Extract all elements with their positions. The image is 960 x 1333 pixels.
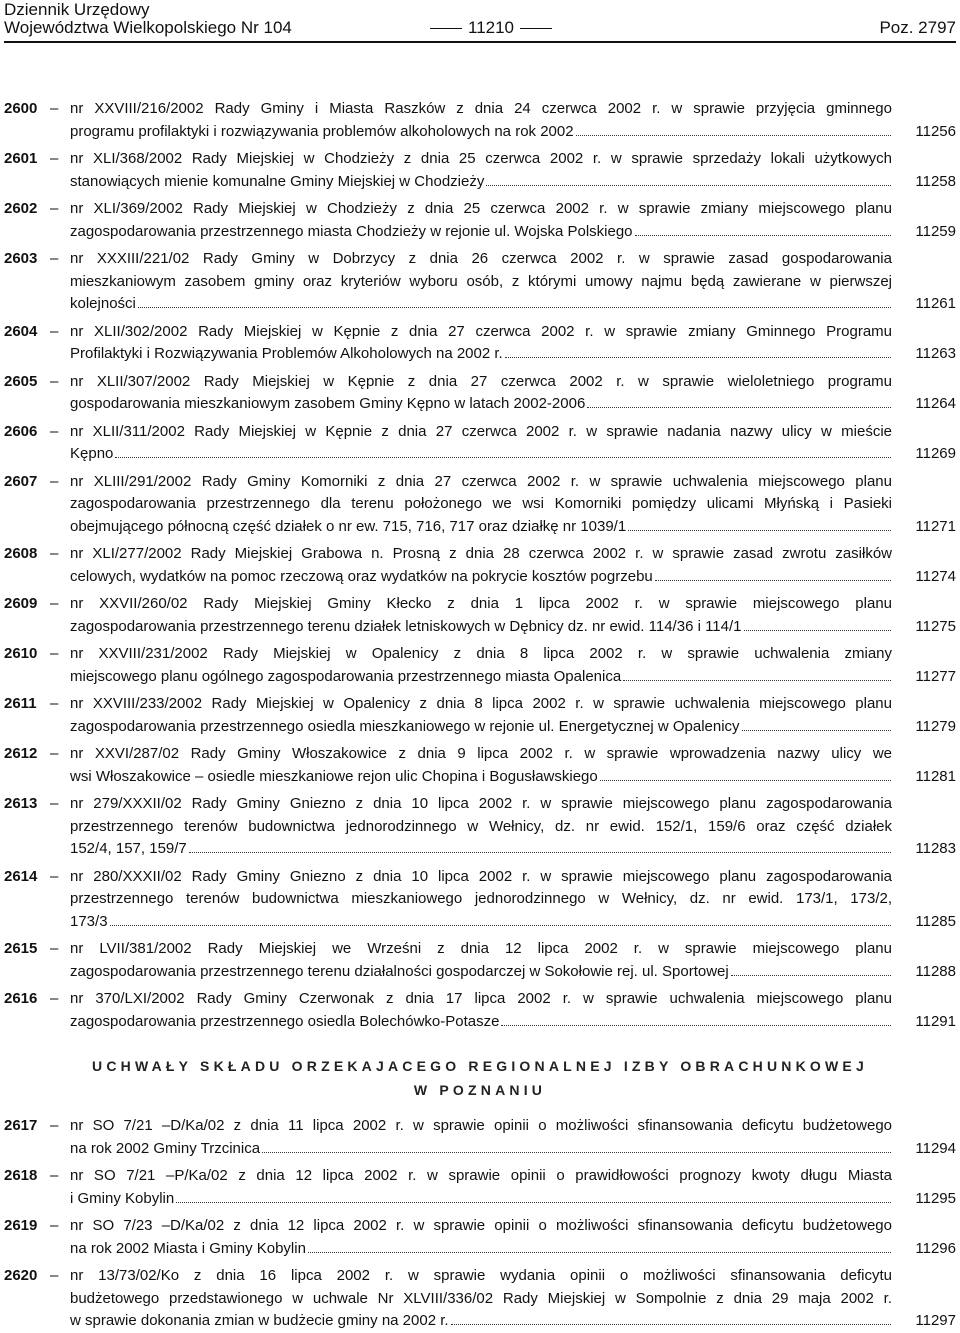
entry-dash: – <box>50 545 59 562</box>
entry-number: 2617 <box>4 1117 38 1134</box>
entry-page-number: 11281 <box>915 767 956 785</box>
entry-text-line: nr XXVIII/216/2002 Rady Gminy i Miasta Raszków z dnia 24 czerwca 2002 r. w sprawie przyjęcia gminnego <box>70 100 892 117</box>
entry-dash: – <box>50 422 59 440</box>
entry-text-last: celowych, wydatków na pomoc rzeczową oraz wydatków na pokrycie kosztów pogrzebu <box>70 567 653 585</box>
entry-number: 2615 <box>4 940 38 957</box>
entry-number: 2620 <box>4 1267 38 1284</box>
entry-text-last: na rok 2002 Gminy Trzcinica <box>70 1139 261 1157</box>
entry-page-number: 11279 <box>915 717 956 735</box>
dot-leader <box>115 457 891 458</box>
entry-text-line: nr XXVII/260/02 Rady Miejskiej Gminy Kłecko z dnia 1 lipca 2002 r. w sprawie miejscowego planu <box>70 595 892 612</box>
entry-text-line: nr XLI/369/2002 Rady Miejskiej w Chodzieży z dnia 25 czerwca 2002 r. w sprawie zmiany miejscowego planu <box>70 200 892 217</box>
dot-leader <box>623 680 891 681</box>
entry-text <box>70 198 892 243</box>
entry-text <box>70 148 892 193</box>
dot-leader <box>110 925 891 926</box>
entry-text-line: nr XLI/368/2002 Rady Miejskiej w Chodzieży z dnia 25 czerwca 2002 r. w sprawie sprzedaży lokali użytkowych <box>70 150 892 167</box>
entry-dash: – <box>50 1217 59 1234</box>
entry-number: 2600 <box>4 100 38 117</box>
entry-text-line <box>70 616 892 639</box>
entry-text-last: zagospodarowania przestrzennego osiedla Bolechówko-Potasze <box>70 1012 500 1030</box>
entry-dash: – <box>50 595 59 612</box>
entry-page-number: 11274 <box>915 567 956 585</box>
entry-text <box>70 248 892 316</box>
entry-text <box>70 1215 892 1260</box>
entry-text <box>70 471 892 539</box>
entry-text-line: nr XXVI/287/02 Rady Gminy Włoszakowice z dnia 9 lipca 2002 r. w sprawie wprowadzenia nazwy ulicy we <box>70 745 892 762</box>
entry-text-line <box>70 1138 892 1161</box>
entry-text-line <box>70 766 892 789</box>
entry-number: 2613 <box>4 795 38 812</box>
entry-text-line <box>70 1310 892 1333</box>
entry-text-line: nr 13/73/02/Ko z dnia 16 lipca 2002 r. w sprawie wydania opinii o możliwości sfinansowania deficytu <box>70 1267 892 1284</box>
entry-text-last: Kępno <box>70 445 114 462</box>
entry-text-line: nr SO 7/21 –D/Ka/02 z dnia 11 lipca 2002 r. w sprawie opinii o możliwości sfinansowania deficytu budżetowego <box>70 1117 892 1134</box>
entry-text-line: budżetowego przedstawionego w uchwale Nr XLVIII/336/02 Rady Miejskiej w Sompolnie z dnia 29 maja 2002 r. <box>70 1289 892 1307</box>
entry-number: 2619 <box>4 1217 38 1234</box>
entry-text-last: stanowiących mienie komunalne Gminy Miejskiej w Chodzieży <box>70 172 485 190</box>
dot-leader <box>742 730 891 731</box>
entry-text-line: nr 280/XXXII/02 Rady Gminy Gniezno z dnia 10 lipca 2002 r. w sprawie miejscowego planu zagospodarowania <box>70 867 892 885</box>
entry-text-line <box>70 293 892 316</box>
entry-dash: – <box>50 990 59 1007</box>
entry-text-line <box>70 961 892 984</box>
entry-dash: – <box>50 1117 59 1134</box>
entry-page-number: 11294 <box>915 1139 956 1157</box>
journal-title: Dziennik Urzędowy <box>4 0 150 19</box>
entry-text-line <box>70 121 892 144</box>
entry-text-line <box>70 666 892 689</box>
entry-text-line: nr SO 7/23 –D/Ka/02 z dnia 12 lipca 2002 r. w sprawie opinii o możliwości sfinansowania deficytu budżetowego <box>70 1217 892 1234</box>
entry-page-number: 11261 <box>915 295 956 312</box>
entry-text-last: w sprawie dokonania zmian w budżecie gminy na 2002 r. <box>70 1312 449 1329</box>
entry-text-last: 173/3 <box>70 912 108 930</box>
entry-dash: – <box>50 1267 59 1284</box>
entry-text <box>70 593 892 638</box>
entry-text-line: nr XLII/307/2002 Rady Miejskiej w Kępnie z dnia 27 czerwca 2002 r. w sprawie wieloletniego programu <box>70 372 892 390</box>
entry-text-last: 152/4, 157, 159/7 <box>70 840 187 857</box>
dot-leader <box>576 135 891 136</box>
entry-number: 2616 <box>4 990 38 1007</box>
entry-text <box>70 321 892 366</box>
entry-text-line: nr XLII/311/2002 Rady Miejskiej w Kępnie z dnia 27 czerwca 2002 r. w sprawie nadania nazwy ulicy w mieście <box>70 422 892 440</box>
dot-leader <box>189 852 891 853</box>
entry-number: 2612 <box>4 745 38 762</box>
entry-number: 2609 <box>4 595 38 612</box>
entry-dash: – <box>50 322 59 340</box>
entry-dash: – <box>50 940 59 957</box>
entry-page-number: 11259 <box>915 222 956 240</box>
dot-leader <box>138 307 891 308</box>
entry-text <box>70 1265 892 1333</box>
entry-text-last: zagospodarowania przestrzennego terenu działalności gospodarczej w Sokołowie rej. ul. Sportowej <box>70 962 729 980</box>
page-number-value: 11210 <box>468 18 515 37</box>
entry-text <box>70 693 892 738</box>
entry-text <box>70 743 892 788</box>
entry-number: 2603 <box>4 250 38 267</box>
entry-text-line <box>70 1188 892 1211</box>
section-heading <box>0 1054 960 1102</box>
dot-leader <box>451 1324 891 1325</box>
entry-text <box>70 988 892 1033</box>
entry-text-line <box>70 221 892 244</box>
entry-text <box>70 543 892 588</box>
entry-number: 2608 <box>4 545 38 562</box>
entry-page-number: 11288 <box>915 962 956 980</box>
entry-text-line <box>70 716 892 739</box>
entry-page-number: 11263 <box>915 345 956 362</box>
entry-number: 2601 <box>4 150 38 167</box>
entry-text <box>70 866 892 934</box>
page-header <box>4 0 956 43</box>
entry-text <box>70 371 892 416</box>
entry-number: 2604 <box>4 322 38 340</box>
entry-page-number: 11271 <box>915 517 956 535</box>
entry-number: 2610 <box>4 645 38 662</box>
entry-text-last: zagospodarowania przestrzennego osiedla mieszkaniowego w rejonie ul. Energetycznej w Opalenicy <box>70 717 740 735</box>
entry-page-number: 11258 <box>915 172 956 190</box>
entry-text-line: nr XLI/277/2002 Rady Miejskiej Grabowa n. Prosną z dnia 28 czerwca 2002 r. w sprawie zasad zwrotu zasiłków <box>70 545 892 562</box>
entry-text-line <box>70 911 892 934</box>
entry-text-line <box>70 343 892 366</box>
entry-number: 2606 <box>4 422 38 440</box>
entry-dash: – <box>50 645 59 662</box>
entry-page-number: 11285 <box>915 912 956 930</box>
entry-text <box>70 793 892 861</box>
entry-text-last: zagospodarowania przestrzennego miasta Chodzieży w rejonie ul. Wojska Polskiego <box>70 222 633 240</box>
entry-page-number: 11297 <box>915 1312 956 1329</box>
entry-number: 2607 <box>4 472 38 490</box>
entry-text-line: nr XXVIII/233/2002 Rady Miejskiej w Opalenicy z dnia 8 lipca 2002 r. w sprawie uchwalenia miejscowego planu <box>70 695 892 712</box>
entry-number: 2605 <box>4 372 38 390</box>
dot-leader <box>505 357 891 358</box>
entry-text-line: mieszkaniowym zasobem gminy oraz kryteriów wyboru osób, z którymi umowy najmu będą zawierane w pierwszej <box>70 272 892 290</box>
entry-text-line: nr XXVIII/231/2002 Rady Miejskiej w Opalenicy z dnia 8 lipca 2002 r. w sprawie uchwalenia zmiany <box>70 645 892 662</box>
dot-leader <box>655 580 891 581</box>
dot-leader <box>501 1025 891 1026</box>
dot-leader <box>600 780 891 781</box>
entry-text-line: nr 370/LXI/2002 Rady Gminy Czerwonak z dnia 17 lipca 2002 r. w sprawie uchwalenia miejscowego planu <box>70 990 892 1007</box>
entry-text-last: kolejności <box>70 295 136 312</box>
entry-dash: – <box>50 867 59 885</box>
entry-text-line: nr XLII/302/2002 Rady Miejskiej w Kępnie z dnia 27 czerwca 2002 r. w sprawie zmiany Gminnego Programu <box>70 322 892 340</box>
entry-dash: – <box>50 372 59 390</box>
entry-number: 2611 <box>4 695 37 712</box>
entry-dash: – <box>50 795 59 812</box>
entry-page-number: 11291 <box>915 1012 956 1030</box>
entry-text-line: nr XXXIII/221/02 Rady Gminy w Dobrzycy z dnia 26 czerwca 2002 r. w sprawie zasad gospodarowania <box>70 250 892 267</box>
entry-text-line <box>70 516 892 539</box>
entry-page-number: 11256 <box>915 122 956 140</box>
entry-page-number: 11283 <box>915 840 956 857</box>
dot-leader <box>587 407 891 408</box>
entry-text <box>70 98 892 143</box>
page-number <box>424 18 558 38</box>
entry-text-line <box>70 443 892 466</box>
entry-text-last: wsi Włoszakowice – osiedle mieszkaniowe rejon ulic Chopina i Bogusławskiego <box>70 767 598 785</box>
dot-leader <box>635 235 891 236</box>
entry-text <box>70 643 892 688</box>
entry-dash: – <box>50 695 59 712</box>
entry-text-last: programu profilaktyki i rozwiązywania problemów alkoholowych na rok 2002 <box>70 122 574 140</box>
entry-text-last: zagospodarowania przestrzennego terenu działek letniskowych w Dębnicy dz. nr ewid. 114/36 i 114/1 <box>70 617 742 635</box>
entry-page-number: 11295 <box>915 1189 956 1207</box>
entry-page-number: 11296 <box>915 1239 956 1257</box>
dot-leader <box>486 185 891 186</box>
entry-text-line <box>70 566 892 589</box>
position-label: Poz. 2797 <box>879 18 956 37</box>
entry-number: 2602 <box>4 200 38 217</box>
entry-page-number: 11269 <box>915 445 956 462</box>
entry-text-last: na rok 2002 Miasta i Gminy Kobylin <box>70 1239 306 1257</box>
entry-text-line: przestrzennego terenów budownictwa jednorodzinnego w Wełnicy, dz. nr ewid. 152/1, 159/6 oraz część działek <box>70 817 892 835</box>
entry-page-number: 11264 <box>915 395 956 412</box>
entry-dash: – <box>50 745 59 762</box>
entry-text-line <box>70 1011 892 1034</box>
entry-text-line: zagospodarowania przestrzennego dla terenu położonego we wsi Komorniki pomiędzy ulicami Młyńską i Pasieki <box>70 495 892 512</box>
dash-right <box>520 28 552 29</box>
entry-text <box>70 938 892 983</box>
entry-text-line: nr SO 7/21 –P/Ka/02 z dnia 12 lipca 2002 r. w sprawie opinii o prawidłowości prognozy kwoty długu Miasta <box>70 1167 892 1184</box>
section-heading-line2: W POZNANIU <box>413 1082 547 1098</box>
entry-number: 2618 <box>4 1167 38 1184</box>
entry-dash: – <box>50 472 59 490</box>
entry-number: 2614 <box>4 867 38 885</box>
entry-text <box>70 421 892 466</box>
entry-text-last: Profilaktyki i Rozwiązywania Problemów Alkoholowych na 2002 r. <box>70 345 503 362</box>
entry-text-line <box>70 838 892 861</box>
entry-text <box>70 1115 892 1160</box>
journal-subtitle: Województwa Wielkopolskiego Nr 104 <box>4 18 292 37</box>
entry-text-last: i Gminy Kobylin <box>70 1189 175 1207</box>
entry-text-line <box>70 1238 892 1261</box>
dot-leader <box>308 1252 891 1253</box>
entry-dash: – <box>50 100 59 117</box>
entry-dash: – <box>50 200 59 217</box>
entry-dash: – <box>50 250 59 267</box>
entry-text-line <box>70 171 892 194</box>
dot-leader <box>628 530 891 531</box>
dot-leader <box>176 1202 891 1203</box>
entry-page-number: 11275 <box>915 617 956 635</box>
entry-text-line: przestrzennego terenów budownictwa mieszkaniowego jednorodzinnego w Wełnicy, dz. nr ewid. 173/1, 173/2, <box>70 890 892 907</box>
dash-left <box>430 28 462 29</box>
dot-leader <box>744 630 892 631</box>
entry-text <box>70 1165 892 1210</box>
entry-page-number: 11277 <box>915 667 956 685</box>
entry-text-last: obejmującego północną część działek o nr ew. 715, 716, 717 oraz działkę nr 1039/1 <box>70 517 627 535</box>
entry-text-last: miejscowego planu ogólnego zagospodarowania przestrzennego miasta Opalenica <box>70 667 622 685</box>
section-heading-line1: UCHWAŁY SKŁADU ORZEKAJACEGO REGIONALNEJ IZBY OBRACHUNKOWEJ <box>92 1058 868 1074</box>
entry-text-last: gospodarowania mieszkaniowym zasobem Gminy Kępno w latach 2002-2006 <box>70 395 586 412</box>
entry-text-line: nr LVII/381/2002 Rady Miejskiej we Wrześni z dnia 12 lipca 2002 r. w sprawie miejscowego planu <box>70 940 892 957</box>
entry-text-line: nr XLIII/291/2002 Rady Gminy Komorniki z dnia 27 czerwca 2002 r. w sprawie uchwalenia miejscowego planu <box>70 472 892 490</box>
entry-text-line: nr 279/XXXII/02 Rady Gminy Gniezno z dnia 10 lipca 2002 r. w sprawie miejscowego planu zagospodarowania <box>70 795 892 812</box>
entry-dash: – <box>50 150 59 167</box>
entry-dash: – <box>50 1167 59 1184</box>
entry-text-line <box>70 393 892 416</box>
dot-leader <box>731 975 891 976</box>
dot-leader <box>262 1152 891 1153</box>
